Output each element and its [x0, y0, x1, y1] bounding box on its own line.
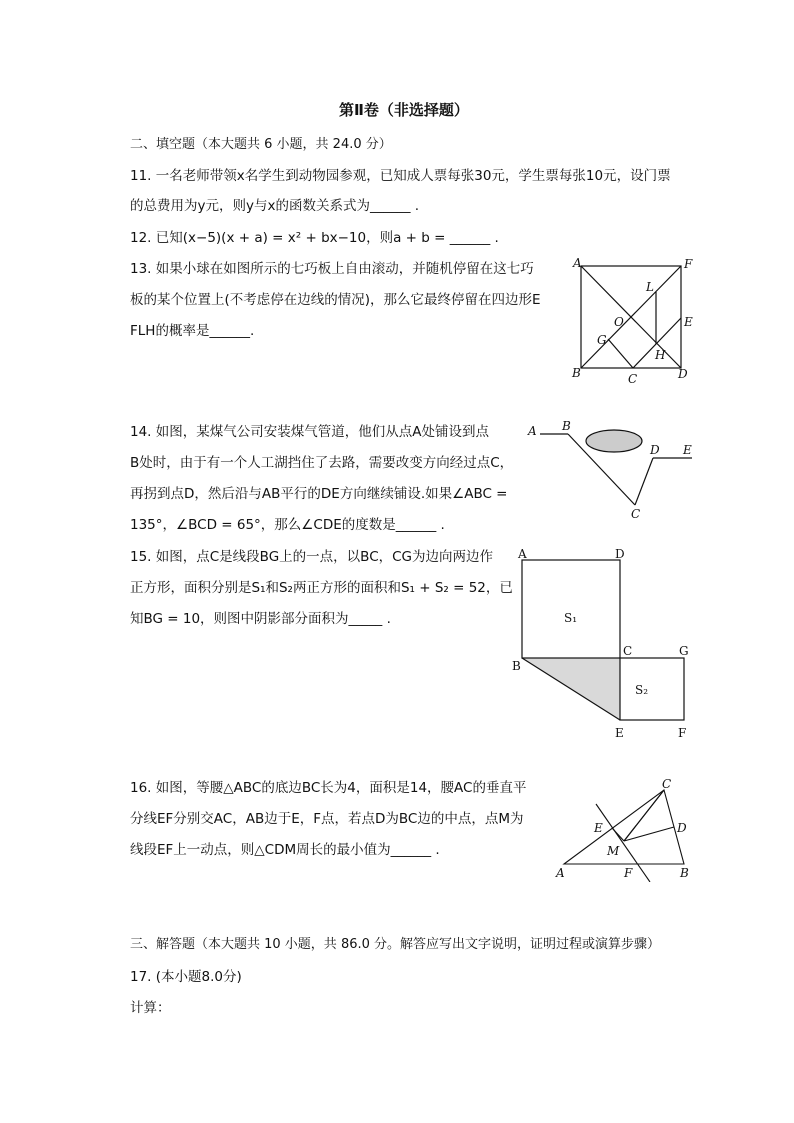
squares-label-f: F [678, 726, 687, 740]
question-15-line-2: 正方形，面积分别是S₁和S₂两正方形的面积和S₁ + S₂ = 52，已 [130, 580, 513, 596]
triangle-label-b: B [680, 866, 689, 880]
lake-ellipse [586, 430, 642, 452]
question-16-line-3: 线段EF上一动点，则△CDM周长的最小值为______ . [130, 842, 440, 858]
triangle-label-m: M [607, 844, 620, 858]
question-13-line-2: 板的某个位置上(不考虑停在边线的情况)，那么它最终停留在四边形E [130, 292, 541, 308]
triangle-label-c: C [662, 778, 672, 791]
pipeline-label-b: B [562, 419, 571, 433]
section-header-fill-in: 二、填空题（本大题共 6 小题，共 24.0 分） [130, 137, 392, 152]
triangle-figure [550, 778, 700, 882]
question-15-line-1: 15. 如图，点C是线段BG上的一点，以BC，CG为边向两边作 [130, 549, 494, 565]
question-14-line-2: B处时，由于有一个人工湖挡住了去路，需要改变方向经过点C， [130, 455, 514, 471]
tangram-label-g: G [597, 333, 607, 347]
pipeline-figure [522, 418, 702, 524]
question-11-line-1: 11. 一名老师带领x名学生到动物园参观，已知成人票每张30元，学生票每张10元，设门票 [130, 168, 671, 184]
question-17-line-1: 17. (本小题8.0分) [130, 969, 242, 985]
tangram-label-c: C [628, 372, 638, 386]
tangram-label-e: E [684, 315, 693, 329]
tangram-figure [566, 256, 706, 388]
question-12-line-1: 12. 已知(x−5)(x + a) = x² + bx−10，则a + b = ______ . [130, 230, 499, 246]
question-14-line-4: 135°，∠BCD = 65°，那么∠CDE的度数是______ . [130, 517, 445, 533]
question-14-line-1: 14. 如图，某煤气公司安装煤气管道，他们从点A处铺设到点 [130, 424, 489, 440]
tangram-label-h: H [655, 348, 666, 362]
tangram-label-f: F [684, 257, 693, 271]
pipeline-label-d: D [650, 443, 660, 457]
squares-label-b: B [512, 659, 521, 673]
pipeline-label-c: C [631, 507, 641, 521]
tangram-label-l: L [646, 280, 654, 294]
question-13-line-3: FLH的概率是______. [130, 323, 255, 339]
square-s1-label: S₁ [564, 611, 578, 625]
question-13-line-1: 13. 如果小球在如图所示的七巧板上自由滚动，并随机停留在这七巧 [130, 261, 534, 277]
question-17-line-2: 计算： [130, 1000, 171, 1016]
question-16-line-1: 16. 如图，等腰△ABC的底边BC长为4，面积是14，腰AC的垂直平 [130, 780, 527, 796]
page-title: 第Ⅱ卷（非选择题） [339, 101, 469, 119]
section-header-answers: 三、解答题（本大题共 10 小题，共 86.0 分。解答应写出文字说明，证明过程或演算步骤） [130, 937, 661, 952]
squares-figure [508, 544, 698, 740]
triangle-label-d: D [677, 821, 687, 835]
triangle-label-a: A [556, 866, 565, 880]
pipeline-label-e: E [683, 443, 692, 457]
question-14-line-3: 再拐到点D，然后沿与AB平行的DE方向继续铺设.如果∠ABC = [130, 486, 508, 502]
question-11-line-2: 的总费用为y元，则y与x的函数关系式为______ . [130, 198, 420, 214]
tangram-label-o: O [614, 315, 624, 329]
square-s2-label: S₂ [635, 683, 649, 697]
pipeline-label-a: A [528, 424, 537, 438]
squares-label-a: A [518, 547, 527, 561]
question-16-line-2: 分线EF分别交AC，AB边于E，F点，若点D为BC边的中点，点M为 [130, 811, 524, 827]
squares-label-d: D [615, 547, 625, 561]
squares-label-g: G [679, 644, 689, 658]
question-15-line-3: 知BG = 10，则图中阴影部分面积为_____ . [130, 611, 391, 627]
squares-label-e: E [615, 726, 624, 740]
tangram-label-b: B [572, 366, 581, 380]
tangram-label-d: D [678, 367, 688, 381]
triangle-label-e: E [594, 821, 603, 835]
squares-label-c: C [623, 644, 633, 658]
triangle-label-f: F [624, 866, 633, 880]
tangram-label-a: A [573, 256, 582, 270]
